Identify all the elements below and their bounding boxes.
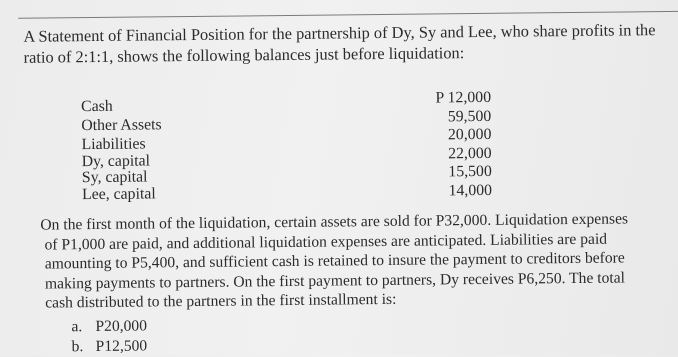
balance-row-lee-capital [82,182,492,205]
problem-line: On the first month of the liquidation, certain assets are sold for P32,000. Liquidation expenses [40,210,629,234]
problem-paragraph [40,209,678,314]
balance-label: Lee, capital [81,185,156,204]
choice-letter: a. [71,318,83,336]
balance-label: Liabilities [81,135,146,154]
balance-label: Sy, capital [81,168,148,187]
problem-line: cash distributed to the partners in the first installment is: [45,291,397,312]
balance-label: Cash [81,97,113,116]
choice-text: P20,000 [95,317,148,336]
answer-choices [71,316,147,356]
choice-text: P12,500 [95,337,148,355]
balance-value: 22,000 [448,144,492,163]
problem-line: of P1,000 are paid, and additional liquidation expenses are anticipated. Liabilities are paid [44,230,608,254]
balance-value: P 12,000 [435,88,492,107]
top-divider [18,11,678,19]
balance-value: 59,500 [447,107,492,125]
balance-value: 14,000 [448,181,493,200]
intro-paragraph [23,19,675,68]
balances-table [81,89,492,205]
balance-label: Dy, capital [81,152,151,170]
balance-label: Other Assets [81,115,162,134]
balance-value: 20,000 [447,126,492,144]
intro-line: ratio of 2:1:1, shows the following balances just before liquidation: [23,43,465,67]
choice-letter: b. [71,337,84,355]
balance-value: 15,500 [448,163,492,181]
problem-line: making payments to partners. On the first payment to partners, Dy receives P6,250. The total [44,269,626,293]
choice-b[interactable] [72,336,148,356]
intro-line: A Statement of Financial Position for the partnership of Dy, Sy and Lee, who share profits in the [23,20,656,46]
choice-a[interactable] [71,316,147,336]
problem-line: amounting to P5,400, and sufficient cash is retained to insure the payment to creditors before [44,249,625,273]
